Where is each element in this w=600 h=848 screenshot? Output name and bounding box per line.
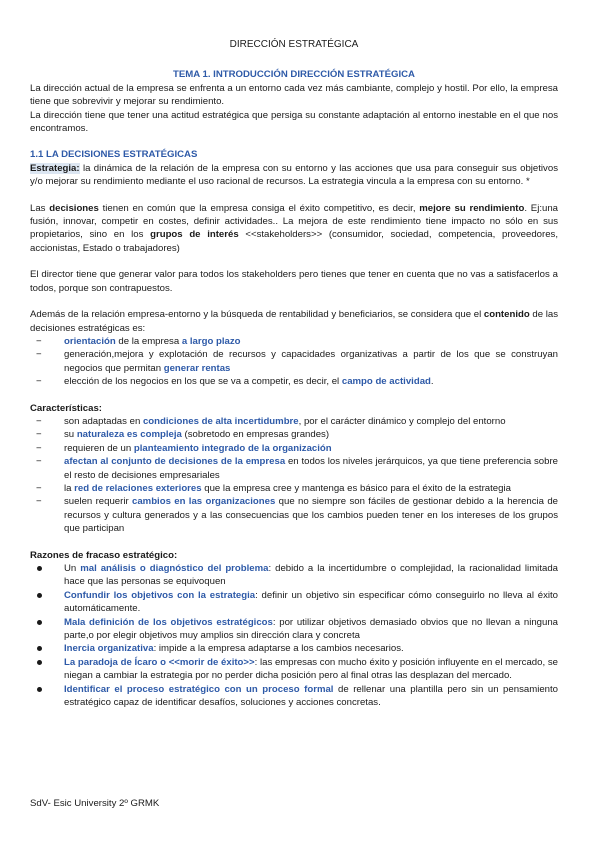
caracteristicas-title: Características: <box>30 402 102 414</box>
bullet-icon <box>37 620 42 625</box>
item-text: : impide a la empresa adaptarse a los cambios necesarios. <box>153 643 404 655</box>
bold-text: decisiones <box>49 202 99 214</box>
bold-text: grupos de interés <box>150 229 239 241</box>
highlight-text: planteamiento integrado de la organización <box>133 442 332 454</box>
item-text: generación,mejora y explotación de recursos y capacidades organizativas a partir de los que se construyan negocios que permitan <box>64 349 558 374</box>
list-item <box>30 375 558 388</box>
list-item <box>30 415 558 428</box>
item-text: requieren de un <box>64 442 134 454</box>
fracaso-list <box>30 562 558 709</box>
document-title: DIRECCIÓN ESTRATÉGICA <box>229 39 359 50</box>
highlight-text: generar rentas <box>163 362 231 374</box>
estrategia-term: Estrategia: <box>30 162 80 174</box>
bullet-icon <box>37 646 42 651</box>
item-text: : definir un objetivo sin especificar cómo conseguirlo no lleva al éxito automáticamente. <box>64 589 558 615</box>
contenido-paragraph <box>30 308 558 335</box>
text: Las <box>30 202 50 214</box>
dash-icon: − <box>36 335 42 347</box>
item-text: . <box>430 376 434 388</box>
item-text: : por utilizar objetivos demasiado obvios que no llevan a ninguna parte,o por elegir objetivos muy amplios sin dirección clara y concreta <box>64 616 559 642</box>
list-item <box>30 562 558 589</box>
dash-icon: − <box>36 376 42 388</box>
dash-icon: − <box>36 482 42 494</box>
contenido-list <box>30 335 558 389</box>
text: Además de la relación empresa-entorno y la búsqueda de rentabilidad y beneficiarios, se considera que el <box>30 309 484 321</box>
item-text: su <box>64 429 77 441</box>
list-item <box>30 642 558 655</box>
dash-icon: − <box>36 442 42 454</box>
list-item <box>30 428 558 441</box>
highlight-text: Identificar el proceso estratégico con un proceso formal <box>64 683 334 695</box>
decisiones-paragraph <box>30 202 558 256</box>
caracteristicas-list <box>30 415 558 536</box>
text: de las decisiones estratégicas es: <box>30 309 558 334</box>
list-item <box>30 589 558 616</box>
dash-icon: − <box>36 429 42 441</box>
bullet-icon <box>37 660 42 665</box>
item-text: de rellenar una plantilla pero sin un pensamiento estratégico capaz de identificar desafíos, soluciones y acciones concretas. <box>64 683 558 709</box>
text: . Ej:una fusión, innovar, competir en costes, definir actividades.. La mejora de este rendimiento tiene impacto no sólo en sus propietarios, sino en los <box>30 202 558 241</box>
item-text: elección de los negocios en los que se va a competir, es decir, el <box>64 376 342 388</box>
highlight-text: cambios en las organizaciones <box>132 496 276 508</box>
item-text: suelen requerir <box>64 496 132 508</box>
item-text: de la empresa <box>115 335 182 347</box>
item-text: que la empresa cree y mantenga es básico para el éxito de la estrategia <box>201 482 511 494</box>
list-item <box>30 442 558 455</box>
bullet-icon <box>37 687 42 692</box>
highlight-text: Mala definición de los objetivos estratégicos <box>64 616 273 628</box>
highlight-text: red de relaciones exteriores <box>74 482 202 494</box>
list-item <box>30 683 558 710</box>
item-text: que no siempre son fáciles de gestionar debido a la herencia de recursos y cultura generados y a las consecuencias que los cambios pueden tener en los intereses de los grupos que participan <box>64 496 558 535</box>
highlight-text: mal análisis o diagnóstico del problema <box>80 563 269 574</box>
list-item <box>30 348 558 375</box>
list-item <box>30 335 558 348</box>
bold-text: contenido <box>483 309 530 321</box>
item-text: : las empresas con mucho éxito y posición influyente en el mercado, se niegan a cambiar la estrategia por no perder dicha posición pero al final otras las desplazan del mercado. <box>64 656 558 682</box>
bullet-icon <box>37 593 42 598</box>
highlight-text: orientación <box>64 335 116 347</box>
list-item <box>30 455 558 482</box>
document-page <box>30 38 558 709</box>
item-text: en todos los niveles jerárquicos, ya que tiene preferencia sobre el resto de decisiones empresariales <box>64 456 559 481</box>
list-item <box>30 495 558 535</box>
text: <<stakeholders>> (consumidor, sociedad, competencia, proveedores, accionistas, Estado o trabajadores) <box>30 229 558 254</box>
director-paragraph: El director tiene que generar valor para todos los stakeholders pero tienes que tener en cuenta que no vas a satisfacerlos a todos, porque son contrapuestos. <box>30 269 558 294</box>
item-text: : debido a la incertidumbre o complejidad, la racionalidad limitada hace que las personas se equivoquen <box>64 563 558 588</box>
bullet-icon <box>37 566 42 571</box>
item-text: , por el carácter dinámico y complejo del entorno <box>298 415 506 427</box>
item-text: Un <box>64 563 81 574</box>
intro-paragraph-2: La dirección tiene que tener una actitud estratégica que persiga su constante adaptación al entorno inestable en el que nos encontramos. <box>30 109 558 135</box>
list-item <box>30 656 558 683</box>
dash-icon: − <box>36 349 42 361</box>
item-text: son adaptadas en <box>64 415 143 427</box>
tema-title: TEMA 1. INTRODUCCIÓN DIRECCIÓN ESTRATÉGICA <box>173 69 415 81</box>
text: tienen en común que la empresa consiga el éxito competitivo, es decir, <box>98 202 420 214</box>
item-text: la <box>64 482 75 494</box>
bold-text: mejore su rendimiento <box>419 202 525 214</box>
section-title: 1.1 LA DECISIONES ESTRATÉGICAS <box>30 149 198 161</box>
highlight-text: naturaleza es compleja <box>76 429 182 441</box>
highlight-text: La paradoja de Ícaro o <<morir de éxito>> <box>64 656 255 668</box>
highlight-text: condiciones de alta incertidumbre <box>142 415 299 427</box>
item-text: (sobretodo en empresas grandes) <box>181 429 330 441</box>
highlight-text: afectan al conjunto de decisiones de la empresa <box>64 456 286 468</box>
highlight-text: Inercia organizativa <box>64 643 154 655</box>
estrategia-definition <box>30 162 558 189</box>
intro-paragraph-1: La dirección actual de la empresa se enfrenta a un entorno cada vez más cambiante, complejo y hostil. Por ello, la empresa tiene que sobrevivir y mejorar su rendimiento. <box>30 82 558 108</box>
dash-icon: − <box>36 496 42 508</box>
list-item <box>30 616 558 643</box>
fracaso-title: Razones de fracaso estratégico: <box>30 549 178 561</box>
highlight-text: campo de actividad <box>341 376 431 388</box>
highlight-text: a largo plazo <box>181 335 241 347</box>
dash-icon: − <box>36 415 42 427</box>
footer-text: SdV- Esic University 2º GRMK <box>30 798 160 809</box>
dash-icon: − <box>36 456 42 468</box>
list-item <box>30 482 558 495</box>
estrategia-text: la dinámica de la relación de la empresa con su entorno y las acciones que usa para conseguir sus objetivos y/o mejorar su rendimiento mediante el uso racional de recursos. La estrategia vincula a la empresa con su entorno. * <box>30 162 558 188</box>
highlight-text: Confundir los objetivos con la estrategia <box>64 589 256 601</box>
